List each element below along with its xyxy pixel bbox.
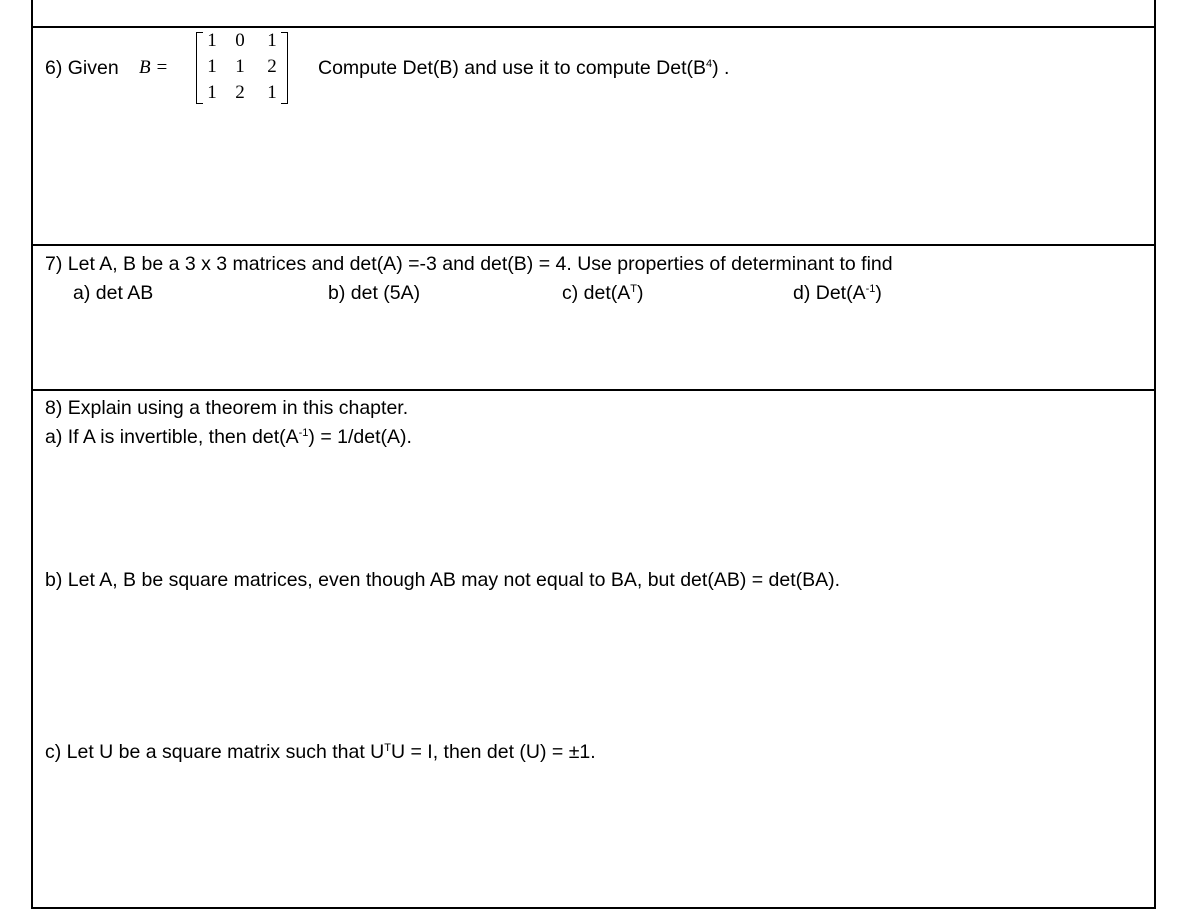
matrix-b bbox=[196, 30, 288, 106]
matrix-cell: 1 bbox=[267, 30, 277, 51]
q6-label: 6) Given bbox=[45, 57, 119, 79]
q7-part-b: b) det (5A) bbox=[328, 282, 421, 304]
matrix-cell: 1 bbox=[207, 82, 217, 103]
q8-part-a: a) If A is invertible, then $\det(A^{-1}) = 1/\det(A)$. bbox=[45, 426, 412, 448]
q7-part-d: d) $Det(A^{-1})$ bbox=[793, 282, 882, 304]
matrix-cell: 0 bbox=[235, 30, 245, 51]
row-divider bbox=[33, 244, 1154, 246]
q6-instruction: Compute Det(B) and use it to compute $Det(B^4)$ . bbox=[318, 57, 730, 79]
row-divider bbox=[33, 389, 1154, 391]
matrix-cell: 1 bbox=[235, 56, 245, 77]
q6-matrix-variable: B = bbox=[139, 57, 169, 78]
q8-part-c: c) Let U be a square matrix such that $U^TU = I$, then det (U) = ±1. bbox=[45, 741, 596, 763]
worksheet-table bbox=[31, 0, 1156, 909]
q7-prompt: 7) Let A, B be a 3 x 3 matrices and det(A) =-3 and det(B) = 4. Use properties of determinant to find bbox=[45, 253, 893, 275]
matrix-cell: 2 bbox=[267, 56, 277, 77]
row-divider bbox=[33, 26, 1154, 28]
q7-part-a: a) det AB bbox=[73, 282, 154, 304]
matrix-cell: 1 bbox=[207, 30, 217, 51]
matrix-cell: 1 bbox=[207, 56, 217, 77]
matrix-cell: 2 bbox=[235, 82, 245, 103]
matrix-cell: 1 bbox=[267, 82, 277, 103]
right-bracket bbox=[281, 32, 288, 104]
q7-part-c: c) $\det(A^T)$ bbox=[562, 282, 644, 304]
q8-heading: 8) Explain using a theorem in this chapter. bbox=[45, 397, 409, 419]
q8-part-b: b) Let A, B be square matrices, even though AB may not equal to BA, but det(AB) = det(BA). bbox=[45, 569, 841, 591]
